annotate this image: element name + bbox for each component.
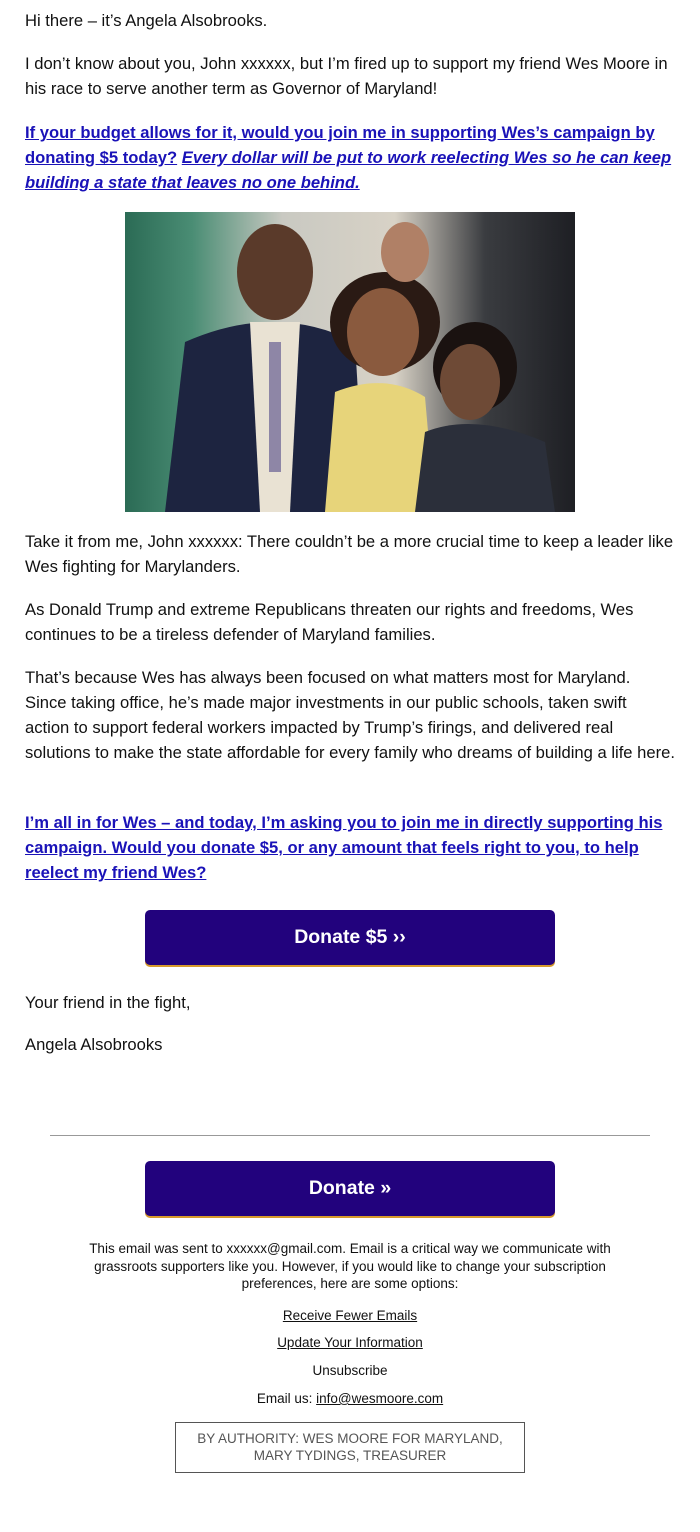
- ask-2-link[interactable]: I’m all in for Wes – and today, I’m asking you to join me in directly supporting his campaign. Would you donate $5, or any amount that feels right to you, to help reelect my friend Wes?: [25, 813, 663, 882]
- donation-ask-2[interactable]: [25, 810, 675, 885]
- signature: Angela Alsobrooks: [25, 1035, 163, 1054]
- paragraph-defender: As Donald Trump and extreme Republicans threaten our rights and freedoms, Wes continues to be a tireless defender of Maryland families.: [25, 600, 634, 644]
- paragraph-crucial-time: Take it from me, John xxxxxx: There couldn’t be a more crucial time to keep a leader like Wes fighting for Marylanders.: [25, 532, 674, 576]
- campaign-photo: [125, 212, 575, 512]
- footer-notice: This email was sent to xxxxxx@gmail.com. Email is a critical way we communicate with grassroots supporters like you. However, if you would like to change your subscription preferences, here are some options:: [89, 1241, 611, 1291]
- donate-button[interactable]: Donate »: [145, 1161, 555, 1216]
- intro-paragraph: I don’t know about you, John xxxxxx, but I’m fired up to support my friend Wes Moore in his race to serve another term as Governor of Maryland!: [25, 54, 668, 98]
- email-us: [60, 1390, 640, 1408]
- paid-for-by-disclaimer: BY AUTHORITY: WES MOORE FOR MARYLAND, MARY TYDINGS, TREASURER: [175, 1422, 525, 1473]
- paragraph-record: That’s because Wes has always been focused on what matters most for Maryland. Since taking office, he’s made major investments in our public schools, taken swift action to support federal workers impacted by Trump’s firings, and delivered real solutions to make the state affordable for every family who dreams of building a life here.: [25, 668, 675, 762]
- update-information-link[interactable]: Update Your Information: [277, 1335, 423, 1350]
- footer-divider: [50, 1135, 650, 1136]
- donation-ask-link[interactable]: [25, 120, 675, 195]
- ask-italic-link[interactable]: Every dollar will be put to work reelecting Wes so he can keep building a state that leaves no one behind.: [25, 148, 672, 192]
- unsubscribe-link[interactable]: Unsubscribe: [312, 1363, 388, 1378]
- email-link[interactable]: info@wesmoore.com: [316, 1391, 444, 1406]
- greeting: Hi there – it’s Angela Alsobrooks.: [25, 11, 268, 30]
- donate-5-button[interactable]: Donate $5 ››: [145, 910, 555, 965]
- photo-people-icon: [125, 212, 575, 512]
- signoff: Your friend in the fight,: [25, 993, 191, 1012]
- email-us-label: Email us:: [256, 1391, 317, 1406]
- receive-fewer-emails-link[interactable]: Receive Fewer Emails: [282, 1308, 418, 1323]
- ask-bold-link[interactable]: If your budget allows for it, would you join me in supporting Wes’s campaign by donating $5 today?: [25, 123, 655, 167]
